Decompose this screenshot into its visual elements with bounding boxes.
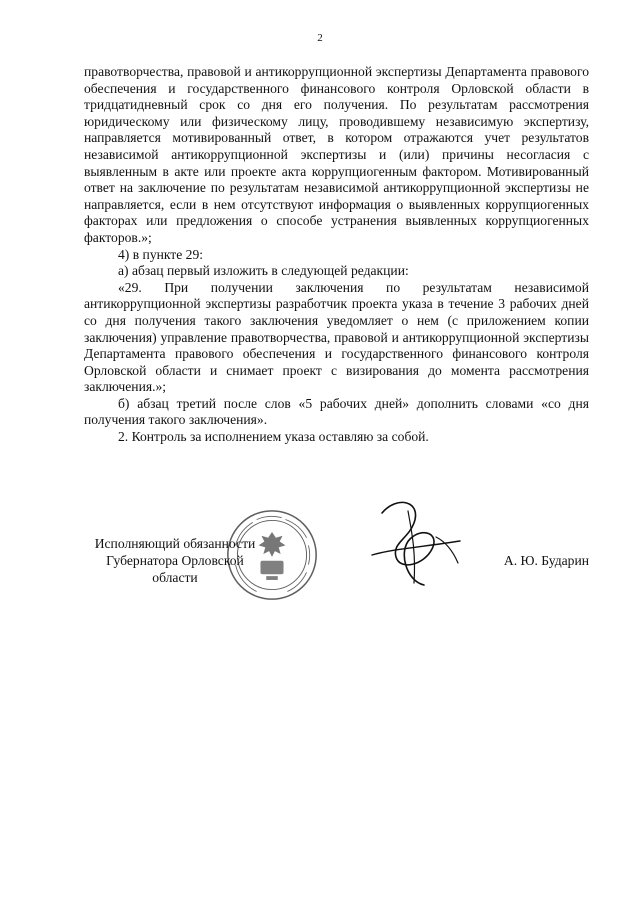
signatory-title-line1: Исполняющий обязанности: [94, 536, 256, 551]
paragraph-continuation: правотворчества, правовой и антикоррупционной экспертизы Департамента правового обеспечения и государственного финансового контроля Орловской области в тридцатидневный срок со дня его получения. По результатам рассмотрения юридическому или физическому лицу, проводившему независимую экспертизу, направляется мотивированный ответ, в котором отражаются учет результатов независимой антикоррупционной экспертизы и (или) причины несогласия с выявленным в акте или проекте акта коррупциогенным фактором. Мотивированный ответ на заключение по результатам независимой антикоррупционной экспертизы не направляется, если в нем отсутствуют информация о выявленных коррупциогенных факторах или предложения о способе устранения выявленных коррупциогенных факторов.»;: [84, 64, 589, 245]
signatory-title-line2: Губернатора Орловской области: [106, 553, 244, 585]
seal-stamp-icon: [224, 507, 320, 603]
paragraph-subitem-a: а) абзац первый изложить в следующей редакции:: [118, 263, 409, 279]
paragraph-subitem-b: б) абзац третий после слов «5 рабочих дней» дополнить словами «со дня получения такого заключения».: [84, 395, 589, 428]
handwritten-signature-icon: [352, 493, 472, 593]
paragraph-item-4: 4) в пункте 29:: [118, 246, 204, 262]
document-body: [84, 64, 589, 446]
paragraph-item-2: 2. Контроль за исполнением указа оставляю за собой.: [118, 429, 429, 445]
page-number: 2: [317, 32, 323, 44]
signatory-name: А. Ю. Бударин: [503, 553, 589, 568]
signature-block: [84, 535, 589, 615]
paragraph-quoted-29: «29. При получении заключения по результатам независимой антикоррупционной экспертизы разработчик проекта указа в течение 3 рабочих дней со дня получения такого заключения уведомляет о нем (с приложением копии заключения) управление правотворчества, правовой и антикоррупционной экспертизы Департамента правового обеспечения и государственного финансового контроля Орловской области и снимает проект с визирования до момента рассмотрения заключения.»;: [84, 279, 589, 395]
